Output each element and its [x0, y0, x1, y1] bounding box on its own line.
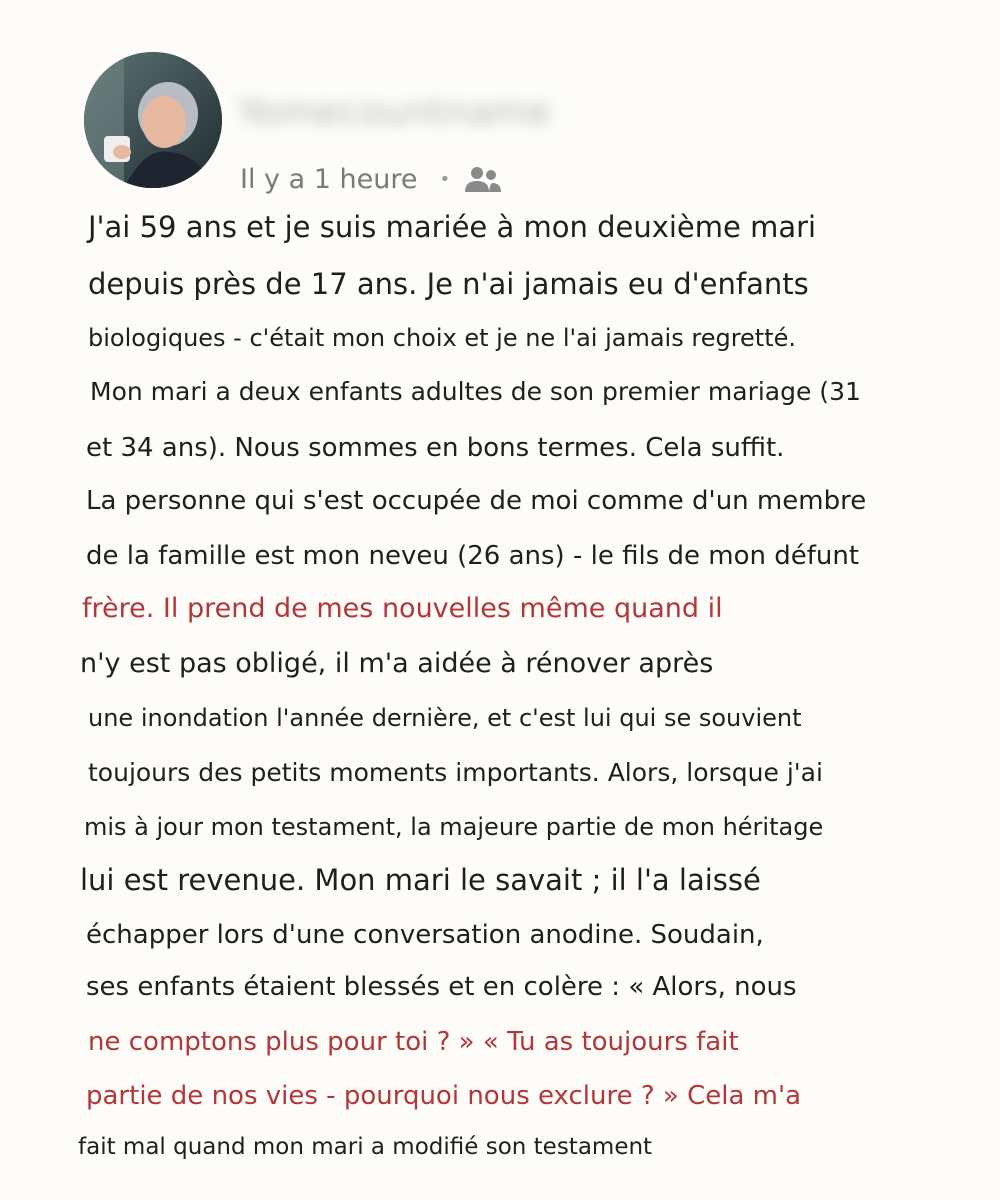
post-line: ses enfants étaient blessés et en colère : « Alors, nous [86, 972, 797, 1002]
post-line: biologiques - c'était mon choix et je ne l'ai jamais regretté. [88, 324, 797, 352]
post-line: depuis près de 17 ans. Je n'ai jamais eu d'enfants [88, 267, 809, 301]
post-line: fait mal quand mon mari a modifié son testament [78, 1134, 653, 1160]
separator-dot: • [439, 169, 451, 190]
post-line: mis à jour mon testament, la majeure partie de mon héritage [84, 813, 824, 841]
post-line: échapper lors d'une conversation anodine. Soudain, [86, 920, 764, 950]
post-line: Mon mari a deux enfants adultes de son premier mariage (31 [90, 377, 861, 406]
group-icon [462, 165, 502, 195]
post-line: La personne qui s'est occupée de moi comme d'un membre [86, 486, 867, 516]
post-meta [240, 164, 502, 195]
post-line: toujours des petits moments importants. Alors, lorsque j'ai [88, 758, 823, 787]
avatar[interactable] [84, 52, 222, 188]
post-line-highlighted: ne comptons plus pour toi ? » « Tu as toujours fait [88, 1027, 739, 1057]
post-line: de la famille est mon neveu (26 ans) - le fils de mon défunt [86, 541, 860, 571]
post-line: lui est revenue. Mon mari le savait ; il l'a laissé [80, 863, 761, 897]
post-line: une inondation l'année dernière, et c'est lui qui se souvient [88, 704, 802, 732]
post-line-highlighted: partie de nos vies - pourquoi nous exclure ? » Cela m'a [86, 1081, 802, 1111]
username[interactable]: Yomecountname [238, 92, 552, 133]
post-line-highlighted: frère. Il prend de mes nouvelles même quand il [82, 593, 723, 624]
post-line: n'y est pas obligé, il m'a aidée à rénover après [80, 648, 714, 679]
post-line: et 34 ans). Nous sommes en bons termes. Cela suffit. [86, 433, 785, 463]
post-time[interactable]: Il y a 1 heure [240, 164, 418, 195]
post-line: J'ai 59 ans et je suis mariée à mon deuxième mari [88, 210, 817, 244]
avatar-photo [84, 52, 222, 188]
